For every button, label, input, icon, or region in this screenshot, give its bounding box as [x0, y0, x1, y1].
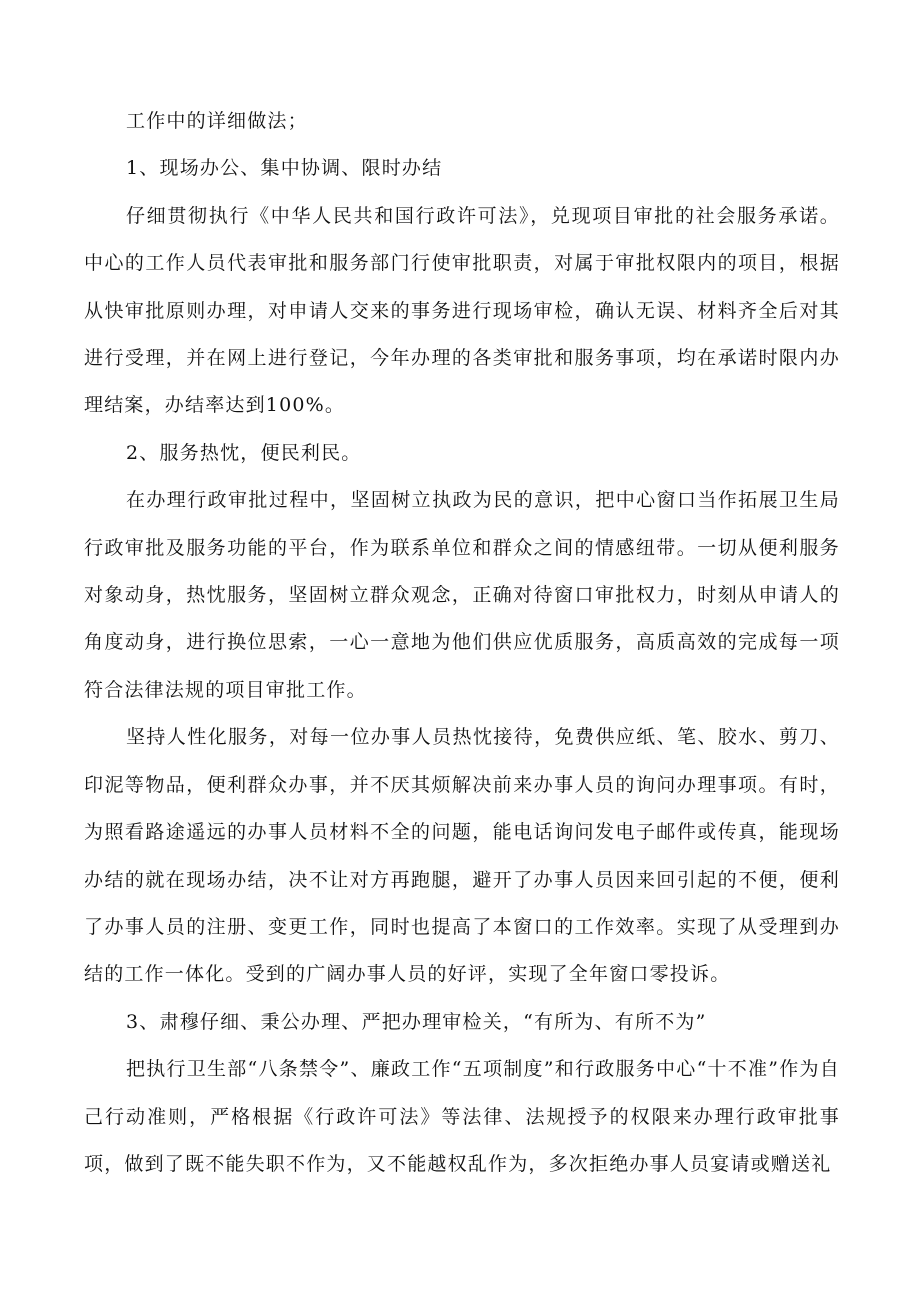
heading-section-2: 2、服务热忱，便民利民。: [126, 441, 362, 464]
heading-section-3: 3、肃穆仔细、秉公办理、严把办理审检关，“有所为、有所不为”: [126, 1010, 707, 1033]
paragraph-section-3: 把执行卫生部“八条禁令”、廉政工作“五项制度”和行政服务中心“十不准”作为自己行动准则，严格根据《行政许可法》等法律、法规授予的权限来办理行政审批事项，做到了既不能失职不作为，又不能越权乱作为，多次拒绝办事人员宴请或赠送礼: [84, 1058, 840, 1175]
document-body: [84, 98, 840, 1188]
paragraph-section-2a: 在办理行政审批过程中，坚固树立执政为民的意识，把中心窗口当作拓展卫生局行政审批及服务功能的平台，作为联系单位和群众之间的情感纽带。一切从便利服务对象动身，热忱服务，坚固树立群众观念，正确对待窗口审批权力，时刻从申请人的角度动身，进行换位思索，一心一意地为他们供应优质服务，高质高效的完成每一项符合法律法规的项目审批工作。: [84, 489, 840, 701]
paragraph-section-2b: 坚持人性化服务，对每一位办事人员热忱接待，免费供应纸、笔、胶水、剪刀、印泥等物品，便利群众办事，并不厌其烦解决前来办事人员的询问办理事项。有时，为照看路途遥远的办事人员材料不全的问题，能电话询问发电子邮件或传真，能现场办结的就在现场办结，决不让对方再跑腿，避开了办事人员因来回引起的不便，便利了办事人员的注册、变更工作，同时也提高了本窗口的工作效率。实现了从受理到办结的工作一体化。受到的广阔办事人员的好评，实现了全年窗口零投诉。: [84, 726, 840, 986]
heading-section-1: 1、现场办公、集中协调、限时办结: [126, 157, 443, 180]
paragraph-intro: 工作中的详细做法；: [126, 110, 308, 132]
paragraph-section-1: 仔细贯彻执行《中华人民共和国行政许可法》，兑现项目审批的社会服务承诺。中心的工作人员代表审批和服务部门行使审批职责，对属于审批权限内的项目，根据从快审批原则办理，对申请人交来的事务进行现场审检，确认无误、材料齐全后对其进行受理，并在网上进行登记，今年办理的各类审批和服务事项，均在承诺时限内办理结案，办结率达到100%。: [84, 204, 840, 417]
